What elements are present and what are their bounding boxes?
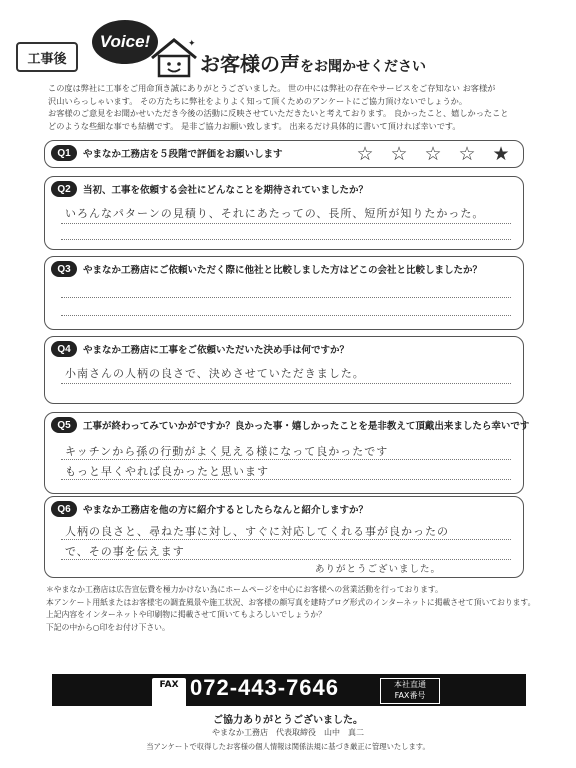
note-line: 本アンケート用紙またはお客様宅の調査風景や施工状況、お客様の顔写真を建時ブログ形式のインターネットに掲載させて頂いております。 [46,597,536,607]
q1-number: Q1 [51,145,77,161]
title-sub: をお聞かせください [300,59,426,75]
rating-stars[interactable] [355,143,511,165]
q2-text: 当初、工事を依頼する会社にどんなことを期待されていましたか？ [83,185,369,196]
q6-closing: ありがとうございました。 [315,564,442,575]
intro-line: お客様のご意見をお聞かせいただき今後の活動に反映させていただきたいと考えております。 良かったこと、嬉しかったこと [48,108,509,119]
star-icon[interactable]: ☆ [390,143,408,165]
q5-answer-line1: キッチンから孫の行動がよく見える様になって良かったです [65,445,389,458]
fax-label [380,678,440,704]
star-icon[interactable]: ☆ [424,143,442,165]
answer-line [61,539,511,540]
q6-answer-line1: 人柄の良さと、尋ねた事に対し、すぐに対応してくれる事が良かったの [65,525,449,538]
q4-text: やまなか工務店に工事をご依頼いただいた決め手は何ですか？ [83,345,350,356]
question-q2 [44,176,524,250]
q4-header [51,341,349,357]
q5-text: 工事が終わってみていかがですか？良かった事・嬉しかったことを是非教えて頂戴出来ましたら幸いです [83,421,530,432]
page-title [200,48,426,77]
note-line: ＊やまなか工務店は広告宣伝費を極力かけない為にホームページを中心にお客様への営業活動を行っております。 [46,585,443,594]
answer-line [61,223,511,224]
privacy-notice: 当アンケートで収得したお客様の個人情報は関係法規に基づき厳正に管理いたします。 [146,742,430,751]
voice-badge: Voice! [92,20,158,64]
q6-text: やまなか工務店を他の方に紹介するとしたらなんと紹介しますか？ [83,505,369,516]
question-q4 [44,336,524,404]
q4-answer: 小南さんの人柄の良さで、決めさせていただきました。 [65,367,365,380]
fax-label-line2: FAX番号 [394,691,426,700]
answer-line [61,383,511,384]
company-name: やまなか工務店 代表取締役 山中 真二 [212,728,364,737]
answer-line [61,559,511,560]
answer-line [61,297,511,298]
q2-answer: いろんなパターンの見積り、それにあたっての、長所、短所が知りたかった。 [65,207,485,220]
title-main: お客様の声 [200,52,300,76]
intro-line: 沢山いらっしゃいます。 その方たちに弊社をよりよく知って頂くためのアンケートにご協力頂けないでしょうか。 [48,95,468,106]
question-q1 [44,140,524,168]
q2-number: Q2 [51,181,77,197]
star-icon[interactable]: ☆ [458,143,476,165]
q6-answer-line2: で、その事を伝えます [65,545,185,558]
question-q5 [44,412,530,494]
note-line: 上記内容をインターネットや印刷物に掲載させて頂いてもよろしいでしょうか？ [46,610,326,619]
note-line: 下記の中から○印をお付け下さい。 [46,622,170,632]
svg-text:✦: ✦ [188,39,196,49]
intro-text [48,82,548,132]
q1-text: やまなか工務店を５段階で評価をお願いします [83,149,283,160]
house-icon [150,36,198,78]
q4-number: Q4 [51,341,77,357]
question-q6 [44,496,524,578]
q2-header [51,181,368,197]
question-q3 [44,256,524,330]
answer-line [61,479,511,480]
answer-line [61,459,511,460]
fax-number[interactable]: 072-443-7646 [190,675,340,700]
fax-icon: FAX [152,678,186,708]
q1-header [51,145,283,161]
intro-line: どのような些細な事でも結構です。 是非ご協力お願い致します。 出来るだけ具体的に書いて頂ければ幸いです。 [48,120,461,131]
answer-line [61,239,511,240]
notes-section [46,584,546,634]
q3-number: Q3 [51,261,77,277]
star-icon[interactable]: ☆ [356,143,374,165]
q6-header [51,501,368,517]
after-construction-tag: 工事後 [16,42,78,72]
fax-label-line1: 本社直通 [394,680,426,689]
intro-line: この度は弊社に工事をご用命頂き誠にありがとうございました。 世の中には弊社の存在やサービスをご存知ない お客様が [48,83,496,93]
answer-line [61,315,511,316]
q5-header [51,417,529,433]
q3-text: やまなか工務店にご依頼いただく際に他社と比較しました方はどこの会社と比較しましたか？ [83,265,483,276]
q3-header [51,261,482,277]
q5-number: Q5 [51,417,77,433]
thanks-text: ご協力ありがとうございました。 [213,715,363,726]
q6-number: Q6 [51,501,77,517]
q5-answer-line2: もっと早くやれば良かったと思います [65,465,269,478]
star-icon-selected[interactable]: ★ [492,143,510,165]
